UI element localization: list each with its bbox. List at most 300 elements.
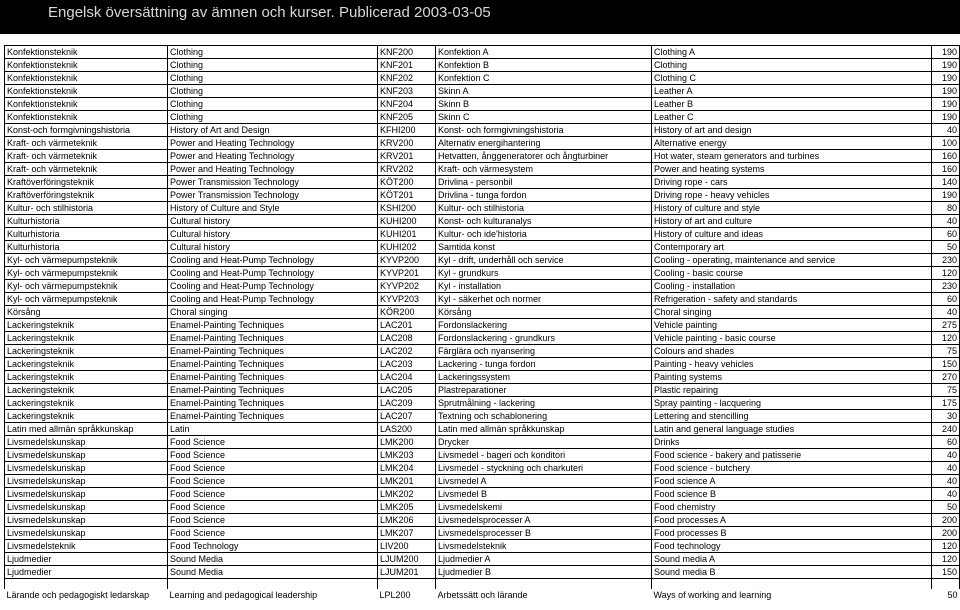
points-cell: 120 [932,540,960,553]
course-name-en-cell: Food processes B [652,527,932,540]
subject-en-cell: Food Science [168,462,378,475]
course-name-en-cell: Vehicle painting - basic course [652,332,932,345]
points-cell: 80 [932,202,960,215]
subject-en-cell: Power and Heating Technology [168,137,378,150]
subject-en-cell: Food Science [168,475,378,488]
subject-sv-cell: Ljudmedier [5,553,168,566]
course-name-sv-cell: Konst- och formgivningshistoria [436,124,652,137]
subject-en-cell: Food Science [168,514,378,527]
course-name-en-cell: Food science A [652,475,932,488]
course-code-cell: LAC205 [378,384,436,397]
course-name-en-cell: Latin and general language studies [652,423,932,436]
table-row [5,267,960,280]
course-name-en-cell: Food science - bakery and patisserie [652,449,932,462]
points-cell: 230 [932,254,960,267]
course-name-en-cell: Driving rope - cars [652,176,932,189]
subject-en-cell: Power and Heating Technology [168,150,378,163]
table-row [5,59,960,72]
course-code-cell: LMK207 [378,527,436,540]
subject-sv-cell: Livsmedelskunskap [5,436,168,449]
table-row [5,527,960,540]
subject-en-cell: Sound Media [168,566,378,579]
subject-sv-cell: Lackeringsteknik [5,358,168,371]
course-code-cell: LIV200 [378,540,436,553]
subject-en-cell: Clothing [168,72,378,85]
course-name-en-cell: Drinks [652,436,932,449]
course-name-en-cell: Painting systems [652,371,932,384]
table-row [5,566,960,579]
course-code-cell: KNF205 [378,111,436,124]
subject-en-cell: Food Science [168,527,378,540]
course-name-en-cell: Spray painting - lacquering [652,397,932,410]
subject-sv-cell: Livsmedelskunskap [5,514,168,527]
subject-sv-cell: Kulturhistoria [5,241,168,254]
course-name-sv-cell: Fordonslackering [436,319,652,332]
course-name-sv-cell: Kraft- och värmesystem [436,163,652,176]
course-code-cell: KUHI200 [378,215,436,228]
subject-en-cell: Clothing [168,85,378,98]
table-row [5,553,960,566]
course-name-sv-cell: Hetvatten, ånggeneratorer och ångturbiner [436,150,652,163]
course-name-sv-cell: Färglära och nyansering [436,345,652,358]
course-name-en-cell: Food science - butchery [652,462,932,475]
course-name-en-cell: Leather C [652,111,932,124]
subject-sv-cell: Livsmedelskunskap [5,475,168,488]
gap-cell [436,579,652,590]
course-code-cell: LMK201 [378,475,436,488]
course-name-sv-cell: Kultur- och stilhistoria [436,202,652,215]
course-name-sv-cell: Sprutmålning - lackering [436,397,652,410]
subject-sv-cell: Livsmedelskunskap [5,488,168,501]
points-cell: 75 [932,345,960,358]
subject-sv-cell: Kulturhistoria [5,215,168,228]
course-name-sv-cell: Körsång [436,306,652,319]
table-row [5,111,960,124]
table-row [5,137,960,150]
course-name-sv-cell: Livsmedelsprocesser B [436,527,652,540]
points-cell: 200 [932,527,960,540]
points-cell: 75 [932,384,960,397]
subject-sv-cell: Kyl- och värmepumpsteknik [5,267,168,280]
course-code-cell: KRV201 [378,150,436,163]
subject-sv-cell: Kulturhistoria [5,228,168,241]
subject-en-cell: Cultural history [168,241,378,254]
points-cell: 60 [932,436,960,449]
subject-en-cell: Cooling and Heat-Pump Technology [168,254,378,267]
course-code-cell: LAC201 [378,319,436,332]
course-code-cell: KRV202 [378,163,436,176]
subject-sv-cell: Ljudmedier [5,566,168,579]
points-cell: 120 [932,267,960,280]
gap-cell [932,579,960,590]
points-cell: 60 [932,228,960,241]
course-name-en-cell: Food technology [652,540,932,553]
course-code-cell: LAC209 [378,397,436,410]
subject-en-cell: History of Culture and Style [168,202,378,215]
course-name-en-cell: Leather B [652,98,932,111]
course-name-en-cell: Vehicle painting [652,319,932,332]
table-row [5,319,960,332]
table-row [5,202,960,215]
points-cell: 160 [932,163,960,176]
subject-sv-cell: Latin med allmän språkkunskap [5,423,168,436]
course-code-cell: LAC207 [378,410,436,423]
subject-sv-cell: Lackeringsteknik [5,410,168,423]
subject-sv-cell: Lärande och pedagogiskt ledarskap [6,590,150,600]
course-code-cell: LAC203 [378,358,436,371]
table-row [5,228,960,241]
course-name-en-cell: History of art and culture [652,215,932,228]
subject-sv-cell: Lackeringsteknik [5,397,168,410]
course-name-sv-cell: Alternativ energihantering [436,137,652,150]
course-name-sv-cell: Konfektion A [436,46,652,59]
gap-cell [5,579,168,590]
points-cell: 100 [932,137,960,150]
course-code-cell: KYVP200 [378,254,436,267]
points-cell: 230 [932,280,960,293]
course-code-cell: LAC202 [378,345,436,358]
course-name-sv-cell: Ljudmedier B [436,566,652,579]
subject-sv-cell: Kultur- och stilhistoria [5,202,168,215]
table-row [5,215,960,228]
points-cell: 270 [932,371,960,384]
course-table-body [5,46,960,602]
table-row [5,384,960,397]
table-row [5,358,960,371]
points-cell: 190 [932,98,960,111]
header-bar [0,0,960,34]
subject-sv-cell: Konfektionsteknik [5,85,168,98]
course-name-sv-cell: Ljudmedier A [436,553,652,566]
course-name-sv-cell: Lackering - tunga fordon [436,358,652,371]
subject-sv-cell: Livsmedelskunskap [5,462,168,475]
table-row [5,150,960,163]
points-cell: 190 [932,85,960,98]
course-name-sv-cell: Kyl - installation [436,280,652,293]
course-name-en-cell: Food science B [652,488,932,501]
table-row [5,514,960,527]
course-code-cell: KRV200 [378,137,436,150]
points-cell: 120 [932,332,960,345]
table-row [5,254,960,267]
subject-sv-cell: Lackeringsteknik [5,371,168,384]
course-name-sv-cell: Kyl - grundkurs [436,267,652,280]
gap-cell [652,579,932,590]
subject-sv-cell: Körsång [5,306,168,319]
course-name-en-cell: Food processes A [652,514,932,527]
course-name-sv-cell: Skinn C [436,111,652,124]
points-cell: 40 [932,215,960,228]
table-row [5,306,960,319]
course-code-cell: KFHI200 [378,124,436,137]
subject-en-cell: Cooling and Heat-Pump Technology [168,293,378,306]
course-name-sv-cell: Textning och schablonering [436,410,652,423]
subject-en-cell: Power Transmission Technology [168,176,378,189]
course-name-en-cell: Driving rope - heavy vehicles [652,189,932,202]
course-code-cell: KSHI200 [378,202,436,215]
table-row [5,189,960,202]
subject-sv-cell: Kyl- och värmepumpsteknik [5,293,168,306]
course-code-cell: LMK204 [378,462,436,475]
points-cell: 160 [932,150,960,163]
course-name-en-cell: Refrigeration - safety and standards [652,293,932,306]
page-title: Engelsk översättning av ämnen och kurser. Publicerad 2003-03-05 [48,4,491,21]
subject-en-cell: Sound Media [168,553,378,566]
subject-sv-cell: Lackeringsteknik [5,319,168,332]
table-row [5,540,960,553]
course-code-cell: LAC208 [378,332,436,345]
subject-en-cell: Power Transmission Technology [168,189,378,202]
table-row [5,241,960,254]
course-code-cell: KNF203 [378,85,436,98]
course-code-cell: KYVP201 [378,267,436,280]
table-row [5,449,960,462]
course-code-cell: KYVP202 [378,280,436,293]
course-name-sv-cell: Livsmedel B [436,488,652,501]
subject-sv-cell: Konst-och formgivningshistoria [5,124,168,137]
table-row [5,85,960,98]
table-row [5,423,960,436]
course-name-en-cell: Alternative energy [652,137,932,150]
points-cell: 40 [932,488,960,501]
course-name-sv-cell: Kyl - säkerhet och normer [436,293,652,306]
subject-en-cell: Enamel-Painting Techniques [168,384,378,397]
subject-sv-cell: Kraft- och värmeteknik [5,163,168,176]
table-row [5,163,960,176]
subject-en-cell: Cooling and Heat-Pump Technology [168,267,378,280]
course-code-cell: KYVP203 [378,293,436,306]
table-row-last [5,589,960,601]
course-name-en-cell: Clothing [652,59,932,72]
subject-sv-cell: Konfektionsteknik [5,59,168,72]
course-code-cell: LMK200 [378,436,436,449]
course-name-sv-cell: Livsmedel - styckning och charkuteri [436,462,652,475]
points-cell: 50 [947,590,958,600]
course-name-sv-cell: Livsmedelsprocesser A [436,514,652,527]
course-name-en-cell: Food chemistry [652,501,932,514]
points-cell: 40 [932,124,960,137]
subject-en-cell: Enamel-Painting Techniques [168,332,378,345]
course-name-sv-cell: Drivlina - tunga fordon [436,189,652,202]
table-row [5,501,960,514]
course-name-sv-cell: Lackeringssystem [436,371,652,384]
points-cell: 30 [932,410,960,423]
course-name-sv-cell: Drivlina - personbil [436,176,652,189]
course-name-sv-cell: Konfektion B [436,59,652,72]
points-cell: 40 [932,449,960,462]
course-name-sv-cell: Drycker [436,436,652,449]
points-cell: 190 [932,59,960,72]
course-name-sv-cell: Konst- och kulturanalys [436,215,652,228]
points-cell: 175 [932,397,960,410]
points-cell: 140 [932,176,960,189]
course-name-sv-cell: Livsmedelsteknik [436,540,652,553]
subject-en-cell: Clothing [168,111,378,124]
subject-en-cell: Clothing [168,98,378,111]
table-row [5,124,960,137]
subject-sv-cell: Kraftöverföringsteknik [5,176,168,189]
subject-sv-cell: Kraftöverföringsteknik [5,189,168,202]
course-name-en-cell: History of culture and ideas [652,228,932,241]
course-name-en-cell: Cooling - basic course [652,267,932,280]
course-code-cell: LMK203 [378,449,436,462]
subject-sv-cell: Konfektionsteknik [5,46,168,59]
subject-sv-cell: Livsmedelskunskap [5,449,168,462]
table-row [5,410,960,423]
table-row [5,293,960,306]
course-code-cell: LMK205 [378,501,436,514]
course-name-sv-cell: Fordonslackering - grundkurs [436,332,652,345]
table-row [5,397,960,410]
course-name-en-cell: Contemporary art [652,241,932,254]
course-code-cell: KÖT200 [378,176,436,189]
course-name-en-cell: Cooling - operating, maintenance and service [652,254,932,267]
course-code-cell: KÖR200 [378,306,436,319]
course-code-cell: KUHI201 [378,228,436,241]
subject-en-cell: Food Science [168,436,378,449]
course-name-sv-cell: Samtida konst [436,241,652,254]
subject-en-cell: Enamel-Painting Techniques [168,397,378,410]
course-name-sv-cell: Latin med allmän språkkunskap [436,423,652,436]
course-name-en-cell: Cooling - installation [652,280,932,293]
table-row [5,280,960,293]
course-name-en-cell: Sound media A [652,553,932,566]
subject-sv-cell: Livsmedelsteknik [5,540,168,553]
course-code-cell: KUHI202 [378,241,436,254]
points-cell: 150 [932,358,960,371]
course-code-cell: LJUM201 [378,566,436,579]
subject-sv-cell: Konfektionsteknik [5,98,168,111]
course-code-cell: KÖT201 [378,189,436,202]
table-row [5,462,960,475]
subject-sv-cell: Lackeringsteknik [5,332,168,345]
subject-en-cell: Enamel-Painting Techniques [168,345,378,358]
course-name-sv-cell: Arbetssätt och lärande [437,590,528,600]
subject-sv-cell: Lackeringsteknik [5,345,168,358]
course-code-cell: LAC204 [378,371,436,384]
course-name-en-cell: Clothing A [652,46,932,59]
table-row [5,345,960,358]
table-row [5,436,960,449]
points-cell: 40 [932,462,960,475]
subject-en-cell: Food Science [168,488,378,501]
course-code-cell: LMK202 [378,488,436,501]
points-cell: 40 [932,475,960,488]
points-cell: 190 [932,72,960,85]
course-name-en-cell: Power and heating systems [652,163,932,176]
table-row [5,98,960,111]
course-code-cell: KNF200 [378,46,436,59]
subject-en-cell: Learning and pedagogical leadership [169,590,318,600]
course-name-en-cell: Colours and shades [652,345,932,358]
table-row [5,488,960,501]
course-name-en-cell: Sound media B [652,566,932,579]
course-name-en-cell: History of art and design [652,124,932,137]
subject-en-cell: Power and Heating Technology [168,163,378,176]
subject-en-cell: Cultural history [168,215,378,228]
course-code-cell: LPL200 [379,590,411,600]
table-row [5,72,960,85]
course-name-sv-cell: Kyl - drift, underhåll och service [436,254,652,267]
subject-en-cell: Enamel-Painting Techniques [168,319,378,332]
course-name-sv-cell: Livsmedelskemi [436,501,652,514]
table-row [5,371,960,384]
subject-en-cell: Enamel-Painting Techniques [168,358,378,371]
course-code-cell: KNF204 [378,98,436,111]
course-code-cell: KNF202 [378,72,436,85]
course-name-sv-cell: Skinn B [436,98,652,111]
points-cell: 275 [932,319,960,332]
course-name-en-cell: Painting - heavy vehicles [652,358,932,371]
subject-sv-cell: Livsmedelskunskap [5,527,168,540]
course-name-sv-cell: Konfektion C [436,72,652,85]
course-table [4,45,960,601]
points-cell: 60 [932,293,960,306]
course-name-en-cell: Lettering and stencilling [652,410,932,423]
table-gap-row [5,579,960,590]
subject-sv-cell: Kraft- och värmeteknik [5,150,168,163]
course-code-cell: KNF201 [378,59,436,72]
points-cell: 120 [932,553,960,566]
table-row [5,176,960,189]
subject-en-cell: Cultural history [168,228,378,241]
course-name-en-cell: Plastic repairing [652,384,932,397]
subject-en-cell: Clothing [168,59,378,72]
subject-sv-cell: Kyl- och värmepumpsteknik [5,280,168,293]
points-cell: 50 [932,501,960,514]
course-name-en-cell: Clothing C [652,72,932,85]
points-cell: 190 [932,189,960,202]
subject-sv-cell: Konfektionsteknik [5,72,168,85]
table-row [5,46,960,59]
points-cell: 150 [932,566,960,579]
subject-en-cell: Enamel-Painting Techniques [168,410,378,423]
course-name-sv-cell: Plastreparationer [436,384,652,397]
course-code-cell: LJUM200 [378,553,436,566]
subject-sv-cell: Livsmedelskunskap [5,501,168,514]
subject-en-cell: Enamel-Painting Techniques [168,371,378,384]
subject-en-cell: Cooling and Heat-Pump Technology [168,280,378,293]
subject-sv-cell: Kraft- och värmeteknik [5,137,168,150]
subject-sv-cell: Konfektionsteknik [5,111,168,124]
subject-en-cell: Latin [168,423,378,436]
course-code-cell: LMK206 [378,514,436,527]
course-name-en-cell: Choral singing [652,306,932,319]
gap-cell [168,579,378,590]
points-cell: 190 [932,46,960,59]
subject-sv-cell: Lackeringsteknik [5,384,168,397]
course-name-sv-cell: Livsmedel A [436,475,652,488]
points-cell: 50 [932,241,960,254]
course-name-en-cell: Leather A [652,85,932,98]
points-cell: 200 [932,514,960,527]
course-name-sv-cell: Kultur- och ide'historia [436,228,652,241]
subject-sv-cell: Kyl- och värmepumpsteknik [5,254,168,267]
course-name-en-cell: History of culture and style [652,202,932,215]
subject-en-cell: Food Science [168,449,378,462]
course-name-sv-cell: Livsmedel - bageri och konditori [436,449,652,462]
course-name-en-cell: Ways of working and learning [653,590,772,600]
points-cell: 240 [932,423,960,436]
subject-en-cell: Food Technology [168,540,378,553]
table-row [5,332,960,345]
course-name-en-cell: Hot water, steam generators and turbines [652,150,932,163]
course-code-cell: LAS200 [378,423,436,436]
points-cell: 40 [932,306,960,319]
course-name-sv-cell: Skinn A [436,85,652,98]
subject-en-cell: History of Art and Design [168,124,378,137]
subject-en-cell: Food Science [168,501,378,514]
